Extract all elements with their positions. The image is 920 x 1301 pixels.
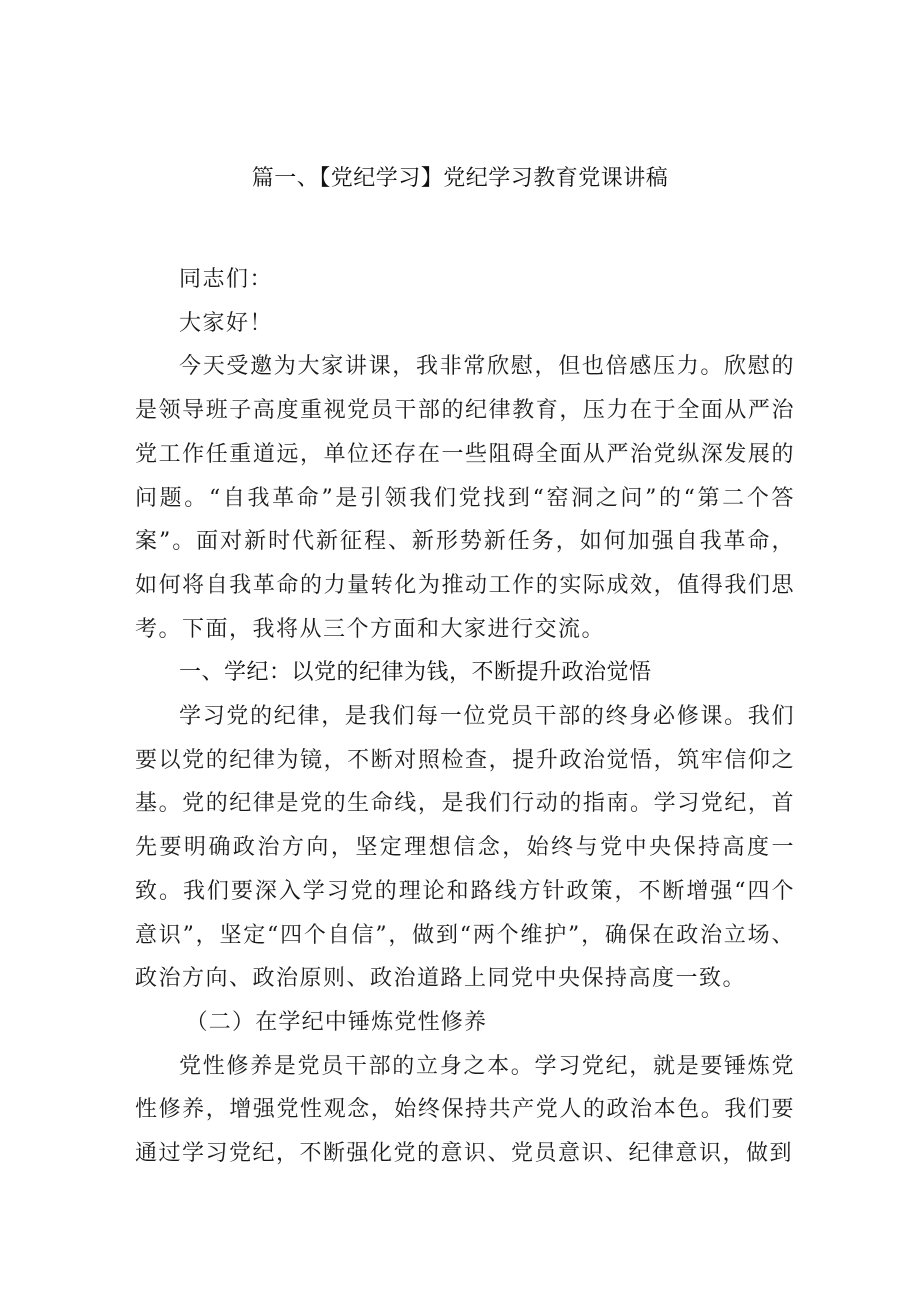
subsection-heading: （二）在学纪中锤炼党性修养 — [185, 1009, 488, 1035]
intro-paragraph: 今天受邀为大家讲课，我非常欣慰，但也倍感压力。欣慰的是领导班子高度重视党员干部的纪律教育，压力在于全面从严治党工作任重道远，单位还存在一些阻碍全面从严治党纵深发展的问题。“自我革命”是引领我们党找到“窑洞之问”的“第二个答案”。面对新时代新征程、新形势新任务，如何加强自我革命，如何将自我革命的力量转化为推动工作的实际成效，值得我们思考。下面，我将从三个方面和大家进行交流。 — [135, 354, 795, 642]
salutation: 同志们： — [179, 267, 274, 292]
body-paragraph: 党性修养是党员干部的立身之本。学习党纪，就是要锤炼党性修养，增强党性观念，始终保持共产党人的政治本色。我们要通过学习党纪，不断强化党的意识、党员意识、纪律意识，做到 — [135, 1053, 795, 1167]
greeting: 大家好！ — [179, 310, 274, 336]
body-paragraph: 学习党的纪律，是我们每一位党员干部的终身必修课。我们要以党的纪律为镜，不断对照检查，提升政治觉悟，筑牢信仰之基。党的纪律是党的生命线，是我们行动的指南。学习党纪，首先要明确政治方向，坚定理想信念，始终与党中央保持高度一致。我们要深入学习党的理论和路线方针政策，不断增强“四个意识”，坚定“四个自信”，做到“两个维护”，确保在政治立场、政治方向、政治原则、政治道路上同党中央保持高度一致。 — [135, 704, 795, 992]
section-heading: 一、学纪：以党的纪律为钱，不断提升政治觉悟 — [179, 660, 652, 686]
document-title: 篇一、【党纪学习】党纪学习教育党课讲稿 — [251, 166, 669, 191]
document-body — [135, 258, 795, 1176]
